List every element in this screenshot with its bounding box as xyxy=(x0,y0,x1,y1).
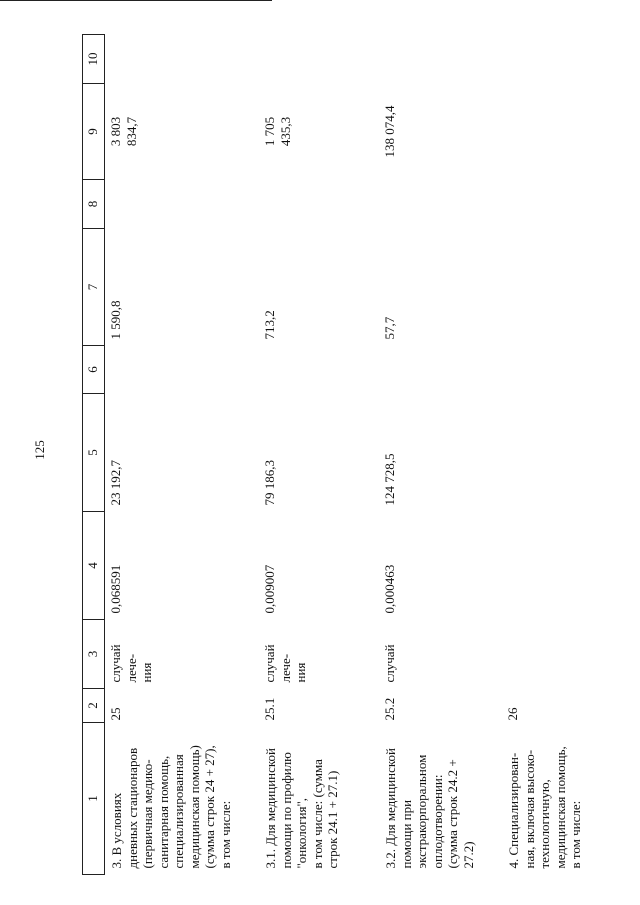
column-header: 1 xyxy=(83,723,105,875)
row-value-col7: 1 590,8 xyxy=(108,300,123,340)
row-value-col6 xyxy=(105,346,260,394)
row-value-col10 xyxy=(105,35,260,84)
row-line-number: 25.1 xyxy=(262,697,277,721)
row-value-col7 xyxy=(502,229,595,346)
row-value-col7: 57,7 xyxy=(382,316,397,340)
row-value-col7: 713,2 xyxy=(262,310,277,340)
row-line-number: 25.2 xyxy=(382,697,397,721)
row-value-col5 xyxy=(502,394,595,512)
row-value-col5: 79 186,3 xyxy=(262,460,277,506)
column-header: 5 xyxy=(83,394,105,512)
row-name: 4. Специализирован- ная, включая высоко- технологичную, медицинская помощь, в том числе: xyxy=(506,746,583,869)
row-value-col10 xyxy=(379,35,502,84)
row-value-col6 xyxy=(502,346,595,394)
row-value-col8 xyxy=(502,180,595,229)
row-value-col8 xyxy=(105,180,260,229)
row-name: 3. В условиях дневных стационаров (первичная медико- санитарная помощь, специализированная медицинская помощь) (сумма строк 24 + 27), в том числе: xyxy=(109,745,233,869)
table-row xyxy=(502,35,595,875)
row-unit: случай лече- ния xyxy=(108,644,154,683)
row-value-col5: 23 192,7 xyxy=(108,460,123,506)
top-rule xyxy=(0,0,272,1)
column-header: 7 xyxy=(83,229,105,346)
row-value-col4: 0,009007 xyxy=(262,564,277,614)
row-value-col9: 3 803 834,7 xyxy=(108,116,139,147)
row-value-col9 xyxy=(502,84,595,180)
row-unit xyxy=(502,620,595,689)
row-value-col8 xyxy=(379,180,502,229)
table-row xyxy=(105,35,260,875)
page-number: 125 xyxy=(31,440,47,460)
row-value-col4: 0,068591 xyxy=(108,564,123,614)
data-table xyxy=(82,34,595,875)
row-value-col4: 0,000463 xyxy=(382,564,397,614)
row-value-col6 xyxy=(259,346,379,394)
column-header: 2 xyxy=(83,689,105,723)
table-row xyxy=(379,35,502,875)
table-row xyxy=(259,35,379,875)
row-value-col4 xyxy=(502,512,595,620)
column-header: 3 xyxy=(83,620,105,689)
column-header: 4 xyxy=(83,512,105,620)
row-line-number: 26 xyxy=(505,707,520,721)
row-value-col6 xyxy=(379,346,502,394)
row-unit: случай лече- ния xyxy=(262,644,308,683)
row-value-col8 xyxy=(259,180,379,229)
row-line-number: 25 xyxy=(108,707,123,721)
row-value-col9: 1 705 435,3 xyxy=(262,116,293,147)
row-unit: случай xyxy=(382,644,397,683)
column-header: 6 xyxy=(83,346,105,394)
column-header: 10 xyxy=(83,35,105,84)
row-value-col9: 138 074,4 xyxy=(382,105,397,158)
rotated-table-container xyxy=(82,35,583,875)
row-value-col5: 124 728,5 xyxy=(382,453,397,506)
row-name: 3.1. Для медицинской помощи по профилю "онкология", в том числе: (сумма строк 24.1 + 27.1) xyxy=(263,748,340,869)
row-value-col10 xyxy=(502,35,595,84)
column-header: 8 xyxy=(83,180,105,229)
table-header xyxy=(83,35,105,875)
column-header: 9 xyxy=(83,84,105,180)
row-value-col10 xyxy=(259,35,379,84)
row-name: 3.2. Для медицинской помощи при экстракорпоральном оплодотворении: (сумма строк 24.2 + 27.2) xyxy=(383,748,476,869)
